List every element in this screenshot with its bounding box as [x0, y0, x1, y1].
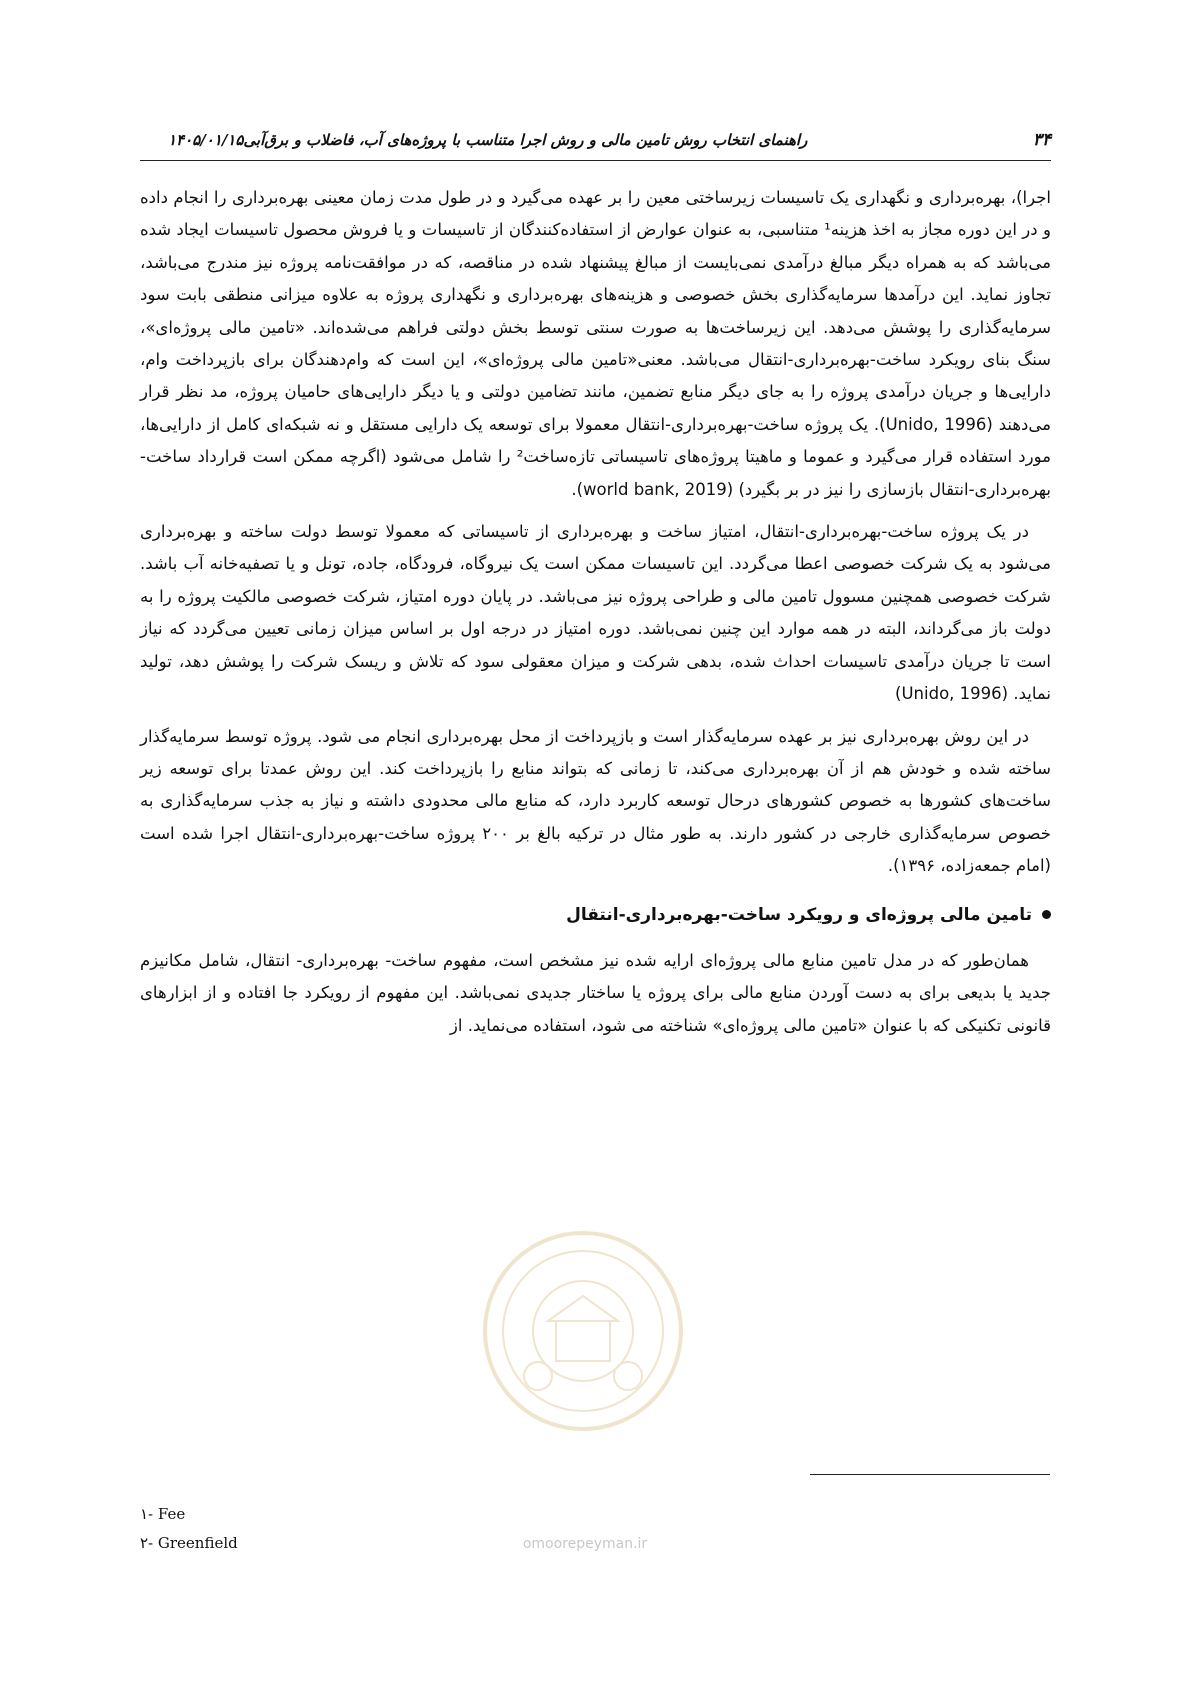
- watermark-seal-icon: [478, 1226, 688, 1436]
- body-text: [140, 182, 1051, 1052]
- page-number: ۳۴: [1032, 130, 1051, 150]
- page-header: [140, 126, 1051, 161]
- footnote-1: ۱- Fee: [140, 1505, 186, 1523]
- section-heading: [140, 899, 1051, 931]
- paragraph-4: همان‌طور که در مدل تامین منابع مالی پروژه‌ای ارایه شده نیز مشخص است، مفهوم ساخت- بهره‌برداری- انتقال، شامل مکانیزم جدید یا بدیعی برای به دست آوردن منابع مالی برای پروژه یا ساختار جدیدی نمی‌باشد. این مفهوم از رویکرد جا افتاده و از ابزارهای قانونی تکنیکی که با عنوان «تامین مالی پروژه‌ای» شناخته می شود، استفاده می‌نماید. از: [140, 950, 1051, 1035]
- running-title: [140, 131, 807, 149]
- footnotes: [140, 1500, 238, 1558]
- paragraph-2: در یک پروژه ساخت-بهره‌برداری-انتقال، امتیاز ساخت و بهره‌برداری از تاسیساتی که معمولا توسط دولت ساخته و بهره‌برداری می‌شود به یک شرکت خصوصی اعطا می‌گردد. این تاسیسات ممکن است یک نیروگاه، فرودگاه، جاده، تونل و یا تصفیه‌خانه آب باشد. شرکت خصوصی همچنین مسوول تامین مالی و طراحی پروژه نیز می‌باشد. در پایان دوره امتیاز، شرکت خصوصی مالکیت پروژه را به دولت باز می‌گرداند، البته در همه موارد این چنین نمی‌باشد. دوره امتیاز در درجه اول بر اساس میزان زمانی تعیین می‌گردد که نیاز است تا جریان درآمدی تاسیسات احداث شده، بدهی شرکت و میزان معقولی سود که تلاش و ریسک شرکت را پوشش دهد، تولید نماید. (Unido, 1996): [140, 522, 1051, 704]
- paragraph-3: در این روش بهره‌برداری نیز بر عهده سرمایه‌گذار است و بازپرداخت از محل بهره‌برداری انجام می شود. پروژه توسط سرمایه‌گذار ساخته شده و خودش هم از آن بهره‌برداری می‌کند، تا زمانی که بتواند منابع را بازپرداخت کند. این روش عمدتا برای توسعه زیر ساخت‌های کشورها به خصوص کشورهای درحال توسعه کاربرد دارد، که منابع مالی محدودی داشته و نیاز به جذب سرمایه‌گذاری به خصوص سرمایه‌گذاری خارجی در کشور دارند. به طور مثال در ترکیه بالغ بر ۲۰۰ پروژه ساخت-بهره‌برداری-انتقال اجرا شده است (امام جمعه‌زاده، ۱۳۹۶).: [140, 726, 1051, 876]
- header-date: ۱۴۰۵/۰۱/۱۵: [168, 131, 244, 149]
- footnote-divider: [810, 1474, 1050, 1475]
- bullet-icon: [1042, 910, 1051, 919]
- watermark-text: omoorepeyman.ir: [522, 1536, 648, 1552]
- running-title-text: راهنمای انتخاب روش تامین مالی و روش اجرا متناسب با پروژه‌های آب، فاضلاب و برق‌آبی: [243, 131, 808, 149]
- footnote-2: ۲- Greenfield: [140, 1534, 238, 1552]
- section-heading-text: تامین مالی پروژه‌ای و رویکرد ساخت-بهره‌برداری-انتقال: [566, 904, 1032, 925]
- paragraph-1: اجرا)، بهره‌برداری و نگهداری یک تاسیسات زیرساختی معین را بر عهده می‌گیرد و در طول مدت زمان معینی بهره‌برداری را انجام داده و در این دوره مجاز به اخذ هزینه¹ متناسبی، به عنوان عوارض از استفاده‌کنندگان از تاسیسات و یا فروش محصول تاسیسات ایجاد شده می‌باشد که به همراه دیگر مبالغ درآمدی نمی‌بایست از مبالغ پیشنهاد شده در مناقصه، که در موافقت‌نامه پروژه نیز مندرج می‌باشد، تجاوز نماید. این درآمدها سرمایه‌گذاری بخش خصوصی و هزینه‌های بهره‌برداری و نگهداری پروژه به علاوه میزانی منطقی بابت سود سرمایه‌گذاری را پوشش می‌دهد. این زیرساخت‌ها به صورت سنتی توسط بخش دولتی فراهم می‌شده‌اند. «تامین مالی پروژه‌ای»، سنگ بنای رویکرد ساخت-بهره‌برداری-انتقال می‌باشد. معنی«تامین مالی پروژه‌ای»، این است که وام‌دهندگان برای بازپرداخت وام، دارایی‌ها و جریان درآمدی پروژه را به جای دیگر منابع تضمین، مانند تضامین دولتی و یا دیگر دارایی‌های حامیان پروژه، مد نظر قرار می‌دهند (Unido, 1996). یک پروژه ساخت-بهره‌برداری-انتقال معمولا برای توسعه یک دارایی مستقل و نه شبکه‌ای کامل از دارایی‌ها، مورد استفاده قرار می‌گیرد و عموما و ماهیتا پروژه‌های تاسیساتی تازه‌ساخت² را شامل می‌شود (اگرچه ممکن است قرارداد ساخت-بهره‌برداری-انتقال بازسازی را نیز در بر بگیرد) (world bank, 2019).: [140, 188, 1051, 499]
